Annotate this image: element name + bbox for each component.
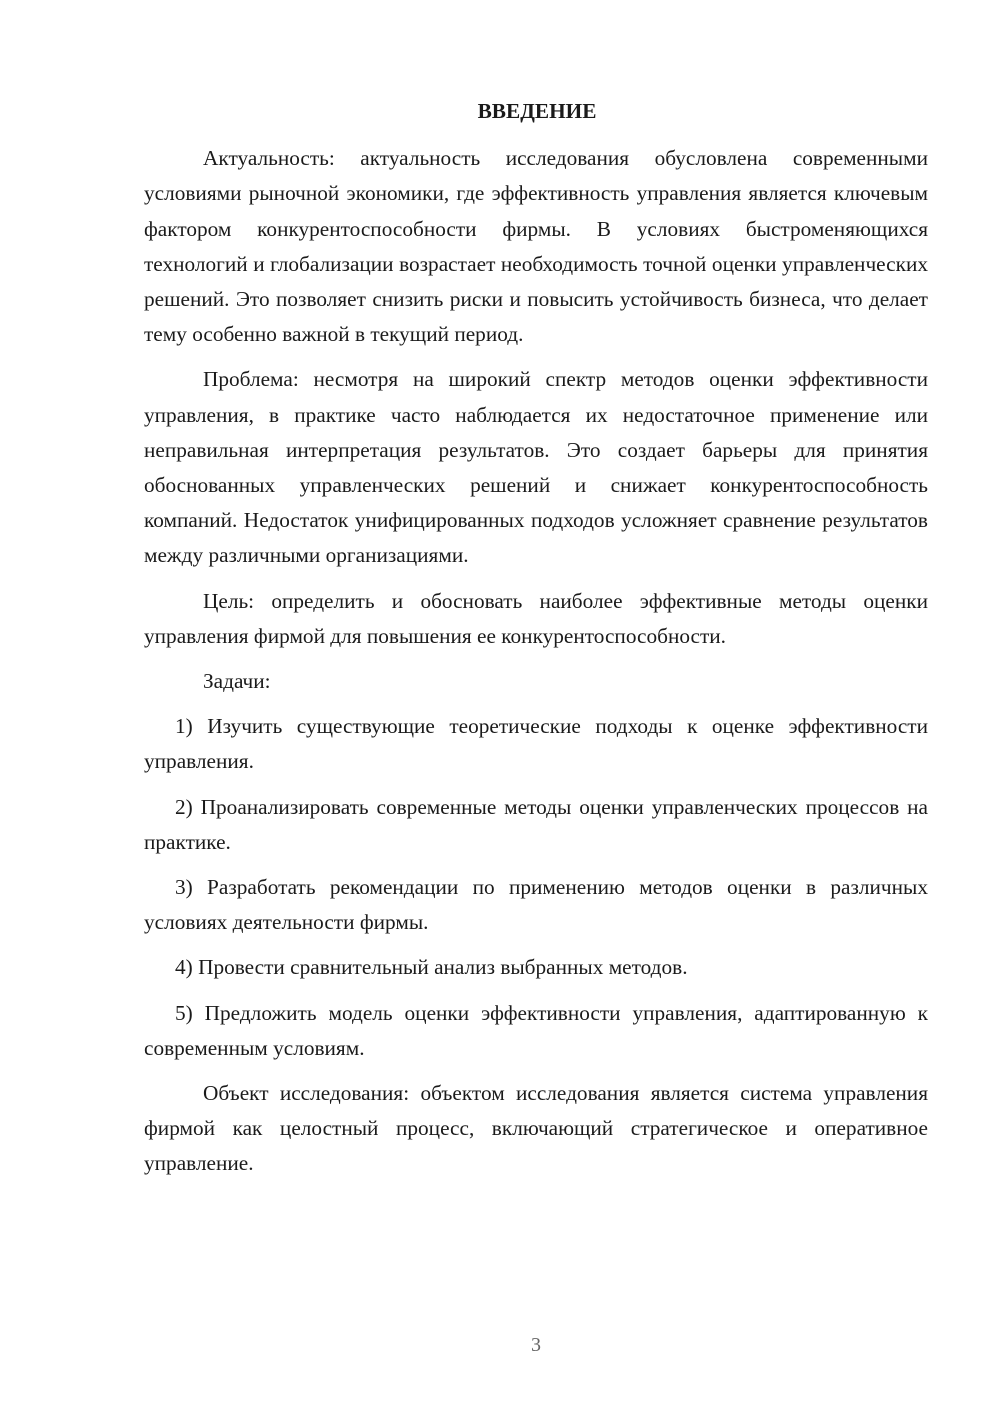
goal-paragraph: Цель: определить и обосновать наиболее эффективные методы оценки управления фирмой для повышения ее конкурентоспособности. (144, 588, 928, 648)
task-item: 5) Предложить модель оценки эффективности управления, адаптированную к современным условиям. (144, 1000, 928, 1060)
tasks-label: Задачи: (203, 669, 271, 694)
problem-paragraph: Проблема: несмотря на широкий спектр методов оценки эффективности управления, в практике часто наблюдается их недостаточное применение или неправильная интерпретация результатов. Это создает барьеры для принятия обоснованных управленческих решений и снижает конкурентоспособность компаний. Недостаток унифицированных подходов усложняет сравнение результатов между различными организациями. (144, 367, 928, 568)
task-item: 2) Проанализировать современные методы оценки управленческих процессов на практике. (144, 794, 928, 854)
task-item: 1) Изучить существующие теоретические подходы к оценке эффективности управления. (144, 714, 928, 774)
task-item: 3) Разработать рекомендации по применению методов оценки в различных условиях деятельности фирмы. (144, 875, 928, 935)
task-item: 4) Провести сравнительный анализ выбранных методов. (175, 955, 688, 980)
relevance-paragraph: Актуальность: актуальность исследования обусловлена современными условиями рыночной экономики, где эффективность управления является ключевым фактором конкурентоспособности фирмы. В условиях быстроменяющихся технологий и глобализации возрастает необходимость точной оценки управленческих решений. Это позволяет снизить риски и повысить устойчивость бизнеса, что делает тему особенно важной в текущий период. (144, 146, 928, 347)
page-body (144, 94, 928, 1192)
page-number: 3 (531, 1334, 541, 1356)
object-paragraph: Объект исследования: объектом исследования является система управления фирмой как целостный процесс, включающий стратегическое и оперативное управление. (144, 1081, 928, 1176)
section-heading: ВВЕДЕНИЕ (477, 99, 597, 123)
